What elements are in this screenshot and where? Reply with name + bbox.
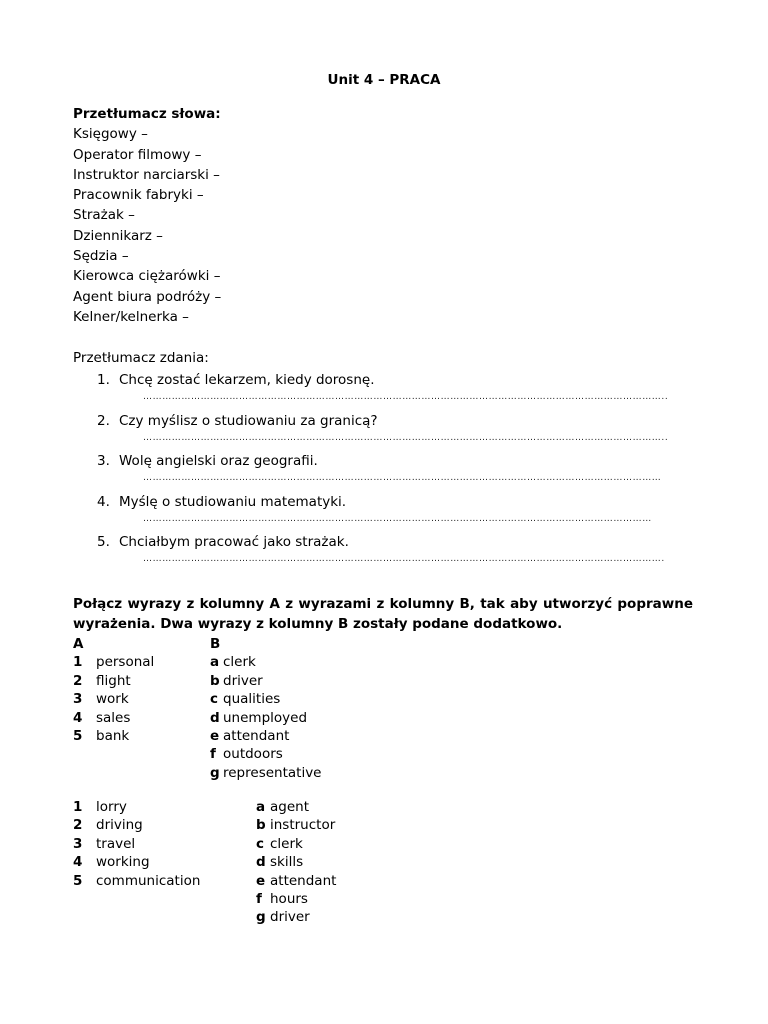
- item-number: 3: [73, 691, 83, 708]
- column-a-word: personal: [96, 654, 155, 671]
- column-b-word: outdoors: [223, 746, 283, 763]
- column-a-word: work: [96, 691, 129, 708]
- answer-dotted-line: ……………………………………………………………………………………………………………………………………………: [143, 513, 652, 524]
- item-number: 5: [73, 872, 83, 889]
- sentences-heading: Przetłumacz zdania:: [73, 350, 209, 366]
- item-number: 2: [73, 672, 83, 689]
- page-title: Unit 4 – PRACA: [327, 72, 441, 88]
- column-b-word: skills: [270, 854, 304, 871]
- vocab-word: Instruktor narciarski –: [73, 166, 220, 183]
- item-letter: a: [210, 654, 220, 671]
- answer-dotted-line: ……………………………………………………………………………………………………………………………………………….: [143, 554, 665, 564]
- column-b-word: agent: [270, 799, 309, 815]
- sentence-item: [97, 491, 693, 532]
- vocab-word: Księgowy –: [73, 126, 148, 143]
- item-number: 2: [73, 817, 83, 834]
- column-a-word: communication: [96, 872, 201, 889]
- item-letter: e: [210, 727, 220, 744]
- item-letter: e: [256, 872, 266, 889]
- item-letter: g: [210, 764, 220, 781]
- vocab-word: Dziennikarz –: [73, 227, 163, 244]
- item-letter: c: [256, 835, 265, 852]
- column-a-word: bank: [96, 727, 130, 744]
- column-b-word: instructor: [270, 817, 336, 834]
- sentence-text: Czy myślisz o studiowaniu za granicą?: [119, 412, 378, 429]
- matching-instruction: Połącz wyrazy z kolumny A z wyrazami z kolumny B, tak aby utworzyć poprawne wyrażenia. Dwa wyrazy z kolumny B zostały podane dodatkowo.: [73, 596, 693, 632]
- column-a-word: sales: [96, 709, 131, 726]
- vocab-word: Strażak –: [73, 207, 135, 224]
- column-b-word: attendant: [223, 727, 290, 744]
- sentences-section: [73, 347, 693, 572]
- item-number: 1: [73, 654, 83, 671]
- item-number: 5: [73, 727, 83, 744]
- answer-dotted-line: ………………………………………………………………………………………………………………………………………………..: [143, 392, 669, 402]
- sentence-item: [97, 450, 693, 491]
- item-letter: f: [256, 890, 262, 907]
- item-letter: d: [256, 854, 266, 871]
- item-number: 1: [73, 799, 83, 815]
- sentence-item: [97, 369, 693, 410]
- answer-dotted-line: ………………………………………………………………………………………………………………………………………………: [143, 473, 662, 483]
- sentence-number: 1.: [97, 372, 110, 388]
- vocab-word: Kierowca ciężarówki –: [73, 268, 221, 285]
- sentence-item: [97, 531, 693, 572]
- vocab-word: Operator filmowy –: [73, 146, 202, 163]
- vocab-heading: Przetłumacz słowa:: [73, 106, 221, 122]
- item-number: 3: [73, 835, 83, 852]
- column-a-word: flight: [96, 672, 131, 689]
- answer-dotted-line: ………………………………………………………………………………………………………………………………………………..: [143, 432, 669, 443]
- vocab-word: Sędzia –: [73, 248, 129, 265]
- column-b-header: B: [210, 636, 221, 652]
- item-letter: g: [256, 909, 266, 926]
- item-letter: f: [210, 746, 216, 763]
- sentence-number: 3.: [97, 453, 110, 469]
- vocab-section: [73, 104, 221, 327]
- item-letter: c: [210, 691, 219, 708]
- column-a-word: driving: [96, 817, 143, 834]
- item-number: 4: [73, 854, 83, 871]
- item-letter: b: [210, 672, 220, 689]
- sentence-text: Wolę angielski oraz geografii.: [119, 453, 318, 469]
- item-letter: b: [256, 817, 266, 834]
- sentence-text: Myślę o studiowaniu matematyki.: [119, 493, 347, 510]
- item-number: 4: [73, 709, 83, 726]
- sentence-text: Chciałbym pracować jako strażak.: [119, 534, 349, 550]
- vocab-word: Agent biura podróży –: [73, 288, 222, 305]
- column-a-word: travel: [96, 835, 136, 852]
- column-a-word: lorry: [96, 799, 127, 815]
- sentence-number: 2.: [97, 412, 110, 429]
- column-b-word: representative: [223, 764, 322, 781]
- item-letter: a: [256, 799, 266, 815]
- column-b-word: driver: [223, 672, 263, 689]
- column-b-word: hours: [270, 890, 308, 907]
- sentence-number: 4.: [97, 493, 110, 510]
- vocab-word: Pracownik fabryki –: [73, 187, 204, 204]
- vocab-word: Kelner/kelnerka –: [73, 308, 189, 325]
- column-a-word: working: [96, 854, 150, 871]
- sentence-number: 5.: [97, 534, 110, 550]
- column-b-word: unemployed: [223, 709, 308, 726]
- column-b-word: clerk: [223, 654, 256, 671]
- column-b-word: qualities: [223, 691, 281, 708]
- sentence-text: Chcę zostać lekarzem, kiedy dorosnę.: [119, 372, 375, 388]
- column-b-word: clerk: [270, 835, 303, 852]
- column-b-word: attendant: [270, 872, 337, 889]
- sentence-item: [97, 410, 693, 451]
- column-a-header: A: [73, 636, 84, 652]
- column-b-word: driver: [270, 909, 310, 926]
- item-letter: d: [210, 709, 220, 726]
